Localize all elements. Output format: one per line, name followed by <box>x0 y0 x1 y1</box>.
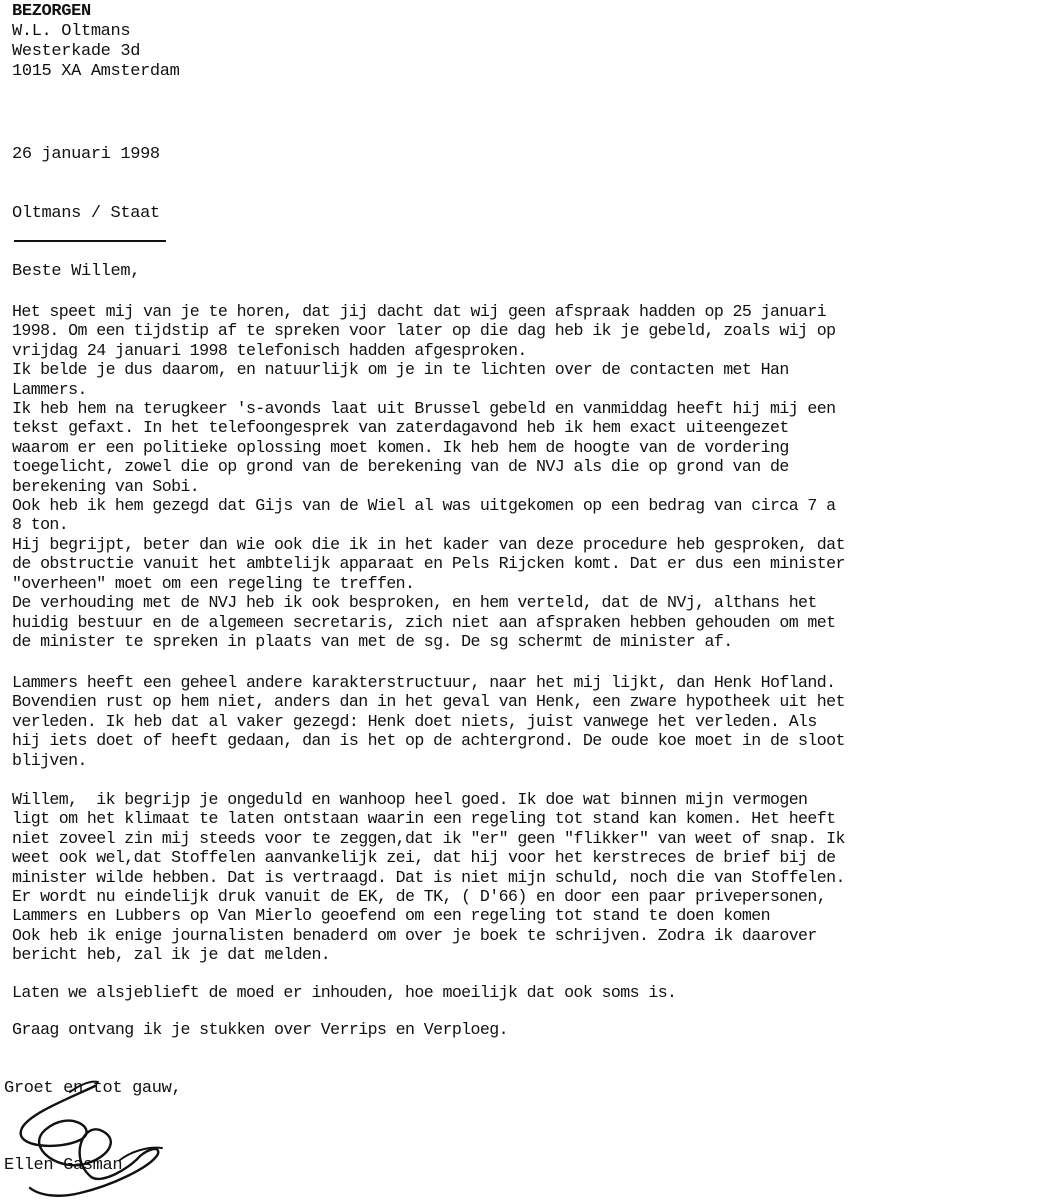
paragraph-5: Graag ontvang ik je stukken over Verrips en Verploeg. <box>12 1020 508 1039</box>
paragraph-4: Laten we alsjeblieft de moed er inhouden, hoe moeilijk dat ook soms is. <box>12 983 677 1002</box>
handwritten-signature <box>0 1068 200 1200</box>
letter-date: 26 januari 1998 <box>12 145 160 164</box>
recipient-city: 1015 XA Amsterdam <box>12 62 180 81</box>
paragraph-2: Lammers heeft een geheel andere karakterstructuur, naar het mij lijkt, dan Henk Hofland. Bovendien rust op hem niet, anders dan in het geval van Henk, een zware hypotheek uit het verleden. Ik heb dat al vaker gezegd: Henk doet niets, juist vanwege het verleden. Als hij iets doet of heeft gedaan, dan is het op de achtergrond. De oude koe moet in de sloot blijven. <box>12 673 845 770</box>
signer-name: Ellen Gasman <box>4 1156 123 1175</box>
salutation: Beste Willem, <box>12 262 141 281</box>
paragraph-1: Het speet mij van je te horen, dat jij dacht dat wij geen afspraak hadden op 25 januari 1998. Om een tijdstip af te spreken voor later op die dag heb ik je gebeld, zoals wij op vrijdag 24 januari 1998 telefonisch hadden afgesproken. Ik belde je dus daarom, en natuurlijk om je in te lichten over de contacten met Han Lammers. Ik heb hem na terugkeer 's-avonds laat uit Brussel gebeld en vanmiddag heeft hij mij een tekst gefaxt. In het telefoongesprek van zaterdagavond heb ik hem exact uiteengezet waarom er een politieke oplossing moet komen. Ik heb hem de hoogte van de vordering toegelicht, zowel die op grond van de berekening van de NVJ als die op grond van de berekening van Sobi. Ook heb ik hem gezegd dat Gijs van de Wiel al was uitgekomen op een bedrag van circa 7 a 8 ton. Hij begrijpt, beter dan wie ook die ik in het kader van deze procedure heb gesproken, dat de obstructie vanuit het ambtelijk apparaat en Pels Rijcken komt. Dat er dus een minister "overheen" moet om een regeling te treffen. De verhouding met de NVJ heb ik ook besproken, en hem verteld, dat de NVj, althans het huidig bestuur en de algemeen secretaris, zich niet aan afspraken hebben gehouden om met de minister te spreken in plaats van met de sg. De sg schermt de minister af. <box>12 302 845 651</box>
delivery-heading: BEZORGEN <box>12 2 91 21</box>
letter-subject: Oltmans / Staat <box>12 204 160 223</box>
recipient-street: Westerkade 3d <box>12 42 141 61</box>
paragraph-3: Willem, ik begrijp je ongeduld en wanhoop heel goed. Ik doe wat binnen mijn vermogen ligt om het klimaat te laten ontstaan waarin een regeling tot stand kan komen. Het heeft niet zoveel zin mij steeds voor te zeggen,dat ik "er" geen "flikker" van weet of snap. Ik weet ook wel,dat Stoffelen aanvankelijk zei, dat hij voor het kerstreces de brief bij de minister wilde hebben. Dat is vertraagd. Dat is niet mijn schuld, noch die van Stoffelen. Er wordt nu eindelijk druk vanuit de EK, de TK, ( D'66) en door een paar privepersonen, Lammers en Lubbers op Van Mierlo geoefend om een regeling tot stand te doen komen Ook heb ik enige journalisten benaderd om over je boek te schrijven. Zodra ik daarover bericht heb, zal ik je dat melden. <box>12 790 845 965</box>
recipient-name: W.L. Oltmans <box>12 22 131 41</box>
subject-underline <box>14 240 166 242</box>
closing: Groet en tot gauw, <box>4 1079 182 1098</box>
